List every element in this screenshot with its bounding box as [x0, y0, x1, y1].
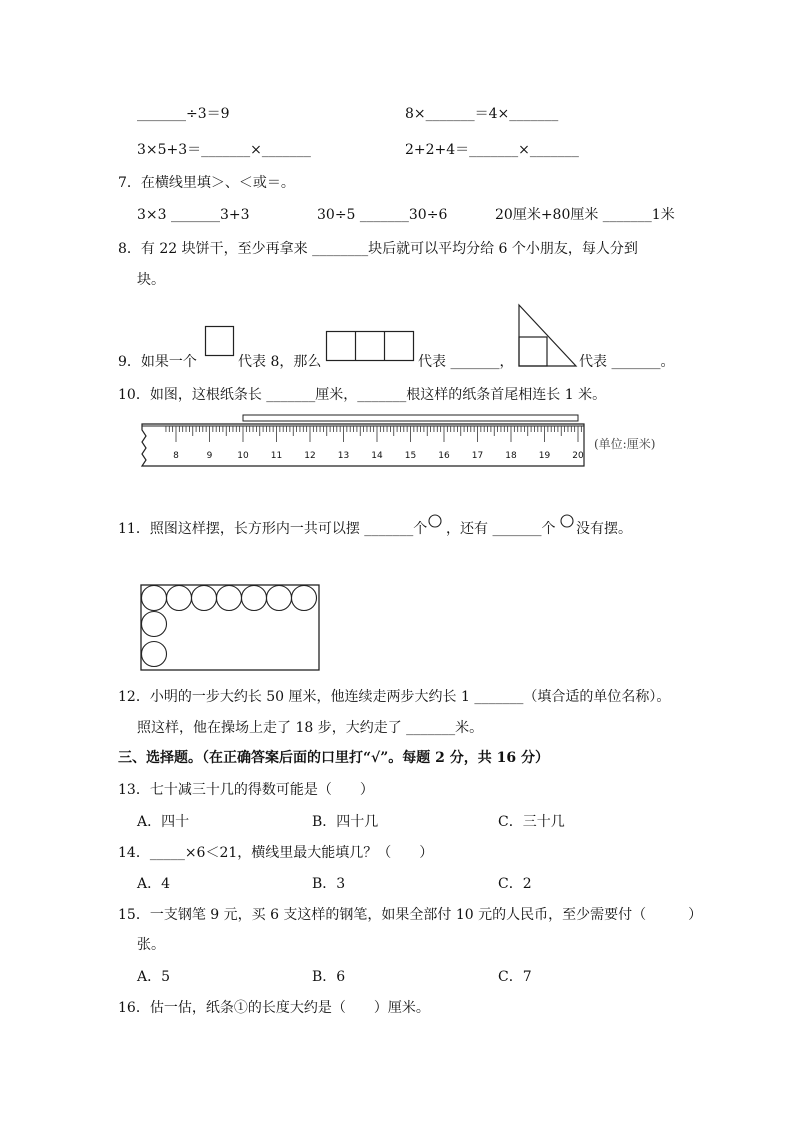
q11-part3: 没有摆。: [576, 521, 632, 537]
section3-title: 三、选择题。（在正确答案后面的口里打“√”。每题 2 分，共 16 分）: [118, 750, 550, 766]
ruler-tick-label: 19: [538, 451, 551, 461]
q8-line1: 8．有 22 块饼干，至少再拿来 ________块后就可以平均分给 6 个小朋友，每人分到: [118, 241, 638, 257]
q14-option-c: C．2: [498, 876, 532, 892]
q11-part1: 11．照图这样摆，长方形内一共可以摆 _______个: [118, 521, 428, 537]
q13-option-c: C．三十几: [498, 814, 565, 830]
q8-line2: 块。: [137, 272, 165, 288]
ruler-tick-label: 15: [404, 451, 417, 461]
q11-part2: ，还有 _______个: [446, 521, 556, 537]
triangle-with-square-figure: [518, 304, 580, 368]
q7-stem: 7．在横线里填＞、＜或＝。: [118, 175, 295, 191]
ruler-tick-label: 20: [572, 451, 584, 461]
q14-stem: 14．_____×6＜21，横线里最大能填几？（ ）: [118, 845, 434, 861]
q12-line2: 照这样，他在操场上走了 18 步，大约走了 _______米。: [137, 720, 484, 736]
ruler-tick-label: 13: [337, 451, 350, 461]
q15-option-b: B．6: [312, 969, 346, 985]
small-circle-icon: [428, 514, 444, 530]
q14-option-a: A．4: [137, 876, 171, 892]
ruler-tick-label: 11: [270, 451, 283, 461]
q12-line1: 12．小明的一步大约长 50 厘米，他连续走两步大约长 1 _______（填合适的单位名称）。: [118, 689, 671, 705]
ruler-tick-label: 16: [438, 451, 450, 461]
q7-item-c: 20厘米+80厘米 _______1米: [495, 207, 675, 223]
q7-item-a: 3×3 _______3+3: [137, 207, 250, 223]
ruler-tick-label: 17: [471, 451, 484, 461]
q9-mid1: 代表 8，那么: [238, 354, 322, 370]
q6-line2-right: 2+2+4＝_______×_______: [405, 142, 579, 158]
ruler-tick-label: 9: [206, 451, 213, 461]
q6-line2-left: 3×5+3＝_______×_______: [137, 142, 311, 158]
ruler-tick-label: 14: [371, 451, 383, 461]
ruler-tick-label: 12: [304, 451, 316, 461]
q15-option-a: A．5: [137, 969, 171, 985]
rectangle-circles-figure: [140, 584, 322, 672]
q15-line1: 15．一支钢笔 9 元，买 6 支这样的钢笔，如果全部付 10 元的人民币，至少需要付（ ）: [118, 907, 703, 923]
q13-option-a: A．四十: [137, 814, 190, 830]
ruler-figure: [140, 412, 590, 470]
q15-option-c: C．7: [498, 969, 532, 985]
q9-mid2: 代表 _______，: [418, 354, 514, 370]
ruler-tick-label: 8: [173, 451, 179, 461]
q16-stem: 16．估一估，纸条①的长度大约是（ ）厘米。: [118, 1000, 430, 1016]
q7-item-b: 30÷5 _______30÷6: [317, 207, 448, 223]
small-circle-icon: [560, 514, 576, 530]
q14-option-b: B．3: [312, 876, 346, 892]
single-square-figure: [205, 326, 235, 358]
ruler-tick-label: 18: [505, 451, 517, 461]
q6-line1-left: _______÷3＝9: [137, 106, 230, 122]
q10-text: 10．如图，这根纸条长 _______厘米，_______根这样的纸条首尾相连长 1 米。: [118, 387, 607, 403]
q13-stem: 13．七十减三十几的得数可能是（ ）: [118, 782, 374, 798]
q6-line1-right: 8×_______＝4×_______: [405, 106, 559, 122]
ruler-unit-label: (单位:厘米): [594, 437, 656, 451]
q9-suffix: 代表 _______。: [579, 354, 675, 370]
three-squares-figure: [326, 331, 416, 363]
q15-line2: 张。: [137, 937, 165, 953]
q9-prefix: 9．如果一个: [118, 354, 197, 370]
ruler-tick-label: 10: [237, 451, 249, 461]
paper-strip: [243, 415, 578, 421]
q13-option-b: B．四十几: [312, 814, 379, 830]
